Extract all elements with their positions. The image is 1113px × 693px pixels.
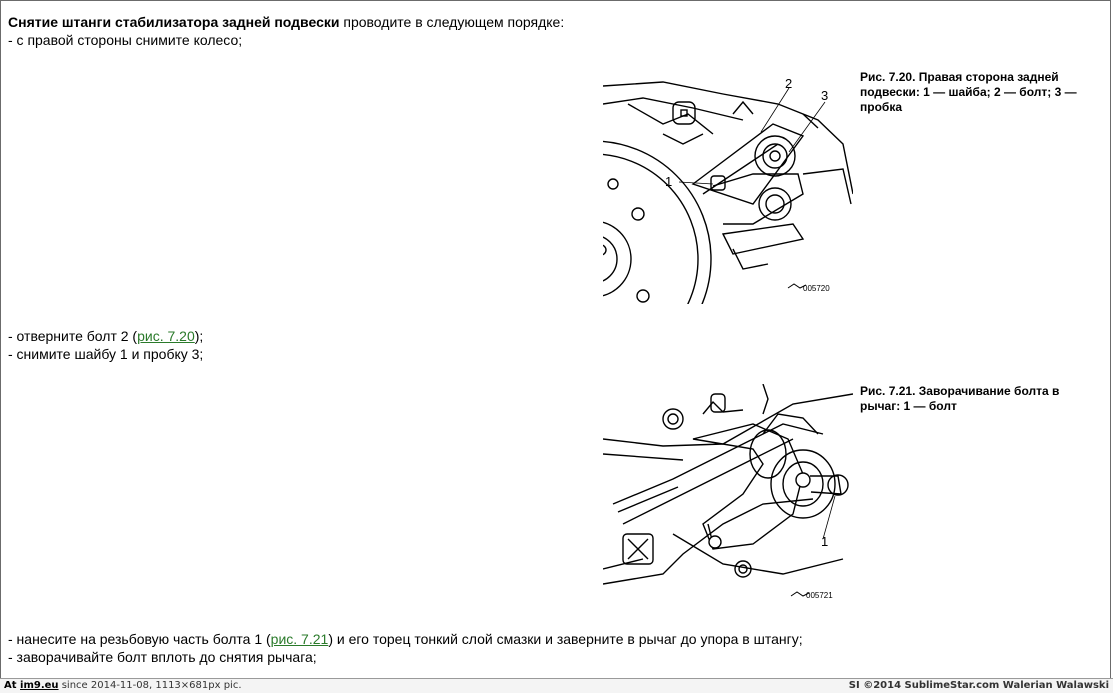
image-host-footer bbox=[0, 678, 1113, 693]
figure-code-005721: 005721 bbox=[806, 591, 833, 600]
link-fig-7-20[interactable]: рис. 7.20 bbox=[137, 328, 195, 344]
link-fig-7-21[interactable]: рис. 7.21 bbox=[270, 631, 329, 647]
step2-suffix: ); bbox=[194, 328, 204, 344]
step-remove-washer: - снимите шайбу 1 и пробку 3; bbox=[8, 346, 204, 362]
step-screw-bolt: - заворачивайте болт вплоть до снятия рычага; bbox=[8, 649, 317, 665]
step-apply-grease bbox=[8, 631, 803, 648]
step4-prefix: - нанесите на резьбовую часть болта 1 ( bbox=[8, 631, 271, 647]
figure-7-21-illustration bbox=[603, 384, 853, 606]
callout-3: 3 bbox=[821, 88, 829, 103]
callout-1: 1 bbox=[821, 534, 829, 549]
step2-prefix: - отверните болт 2 ( bbox=[8, 328, 138, 344]
figure-7-20-caption: Рис. 7.20. Правая сторона задней подвески: 1 — шайба; 2 — болт; 3 — пробка bbox=[860, 70, 1077, 114]
footer-left bbox=[4, 679, 242, 693]
figure-code-005720: 005720 bbox=[803, 284, 830, 293]
footer-since: since 2014-11-08, 1113×681px pic. bbox=[58, 680, 242, 691]
step4-suffix: ) и его торец тонкий слой смазки и заверните в рычаг до упора в штангу; bbox=[328, 631, 803, 647]
intro-heading bbox=[8, 14, 564, 31]
step-remove-bolt bbox=[8, 328, 203, 345]
step-remove-wheel: - с правой стороны снимите колесо; bbox=[8, 32, 243, 48]
heading-rest: проводите в следующем порядке: bbox=[339, 14, 565, 30]
callout-2: 2 bbox=[785, 76, 793, 91]
figure-7-21-caption: Рис. 7.21. Заворачивание болта в рычаг: 1 — болт bbox=[860, 384, 1060, 413]
footer-at: At bbox=[4, 680, 21, 691]
figure-7-20-illustration bbox=[603, 74, 853, 304]
heading-bold: Снятие штанги стабилизатора задней подвески bbox=[8, 14, 340, 30]
footer-copyright: SI ©2014 SublimeStar.com Walerian Walawski bbox=[848, 680, 1109, 691]
callout-1: 1 bbox=[665, 174, 673, 189]
footer-site-link[interactable]: im9.eu bbox=[20, 680, 59, 691]
